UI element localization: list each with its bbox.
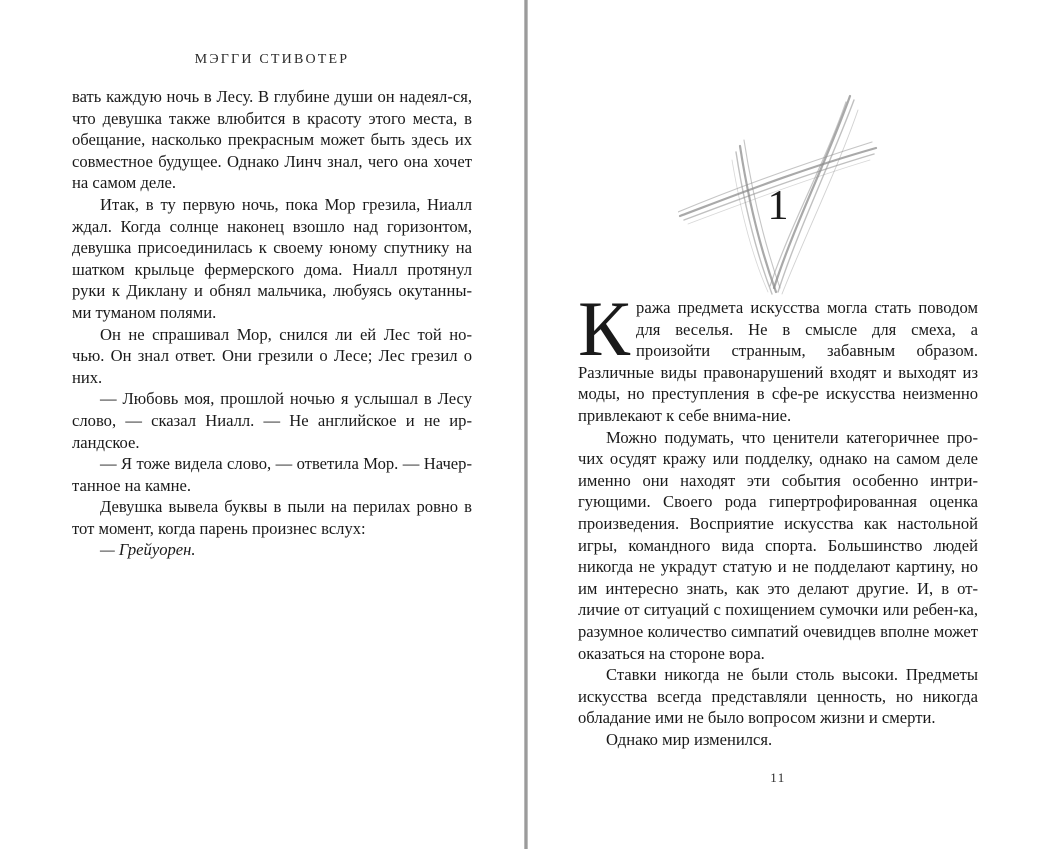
drop-cap: К: [578, 285, 631, 372]
paragraph: Он не спрашивал Мор, снился ли ей Лес той но-чью. Он знал ответ. Они грезили о Лесе; Лес грезил о них.: [72, 324, 472, 387]
chapter-number: 1: [767, 183, 789, 229]
paragraph: Девушка вывела буквы в пыли на перилах ровно в тот момент, когда парень произнес вслух:: [72, 497, 472, 538]
paragraph: Ставки никогда не были столь высоки. Предметы искусства всегда представляли ценность, но никогда обладание ими не было вопросом жизни и смерти.: [578, 665, 978, 728]
paragraph: вать каждую ночь в Лесу. В глубине души он надеял-ся, что девушка также влюбится в красоту этого места, в обещание, насколько прекрасным может быть здесь их совместное будущее. Однако Линч знал, чего она хочет на самом деле.: [72, 87, 472, 193]
paragraph: Итак, в ту первую ночь, пока Мор грезила, Ниалл ждал. Когда солнце наконец взошло над горизонтом, девушка присоединилась к своему юному спутнику на шатком крыльце фермерского дома. Ниалл протянул руки к Диклану и обнял мальчика, любуясь окутанны-ми туманом полями.: [72, 194, 472, 322]
right-text-column: [578, 285, 978, 750]
paragraph: Можно подумать, что ценители категоричнее про-чих осудят кражу или подделку, однако на самом деле именно они находят эти события особенно интри-гующими. Своего рода гипертрофированная оценка произведения. Восприятие искусства как настольной игры, командного вида спорта. Большинство людей никогда не украдут статую и не подделают картину, но им интересно знать, как это делают другие. И, в от-личие от ситуаций с похищением сумочки или ребен-ка, разумное количество симпатий очевидцев вполне может оказаться на стороне вора.: [578, 427, 978, 663]
page-number: 11: [770, 770, 786, 785]
opening-text: ража предмета искусства могла стать поводом для веселья. Не в смысле для смеха, а произойти странным, забавным образом. Различные виды правонарушений входят и выходят из моды, но преступления в сфе-ре искусства неизменно привлекают к себе внима-ние.: [578, 298, 978, 425]
running-head: МЭГГИ СТИВОТЕР: [194, 52, 350, 67]
left-text-column: [72, 86, 472, 561]
paragraph: Однако мир изменился.: [606, 729, 773, 749]
paragraph: — Я тоже видела слово, — ответила Мор. — Начер-танное на камне.: [72, 454, 472, 495]
right-page: [528, 0, 1054, 849]
paragraph: — Любовь моя, прошлой ночью я услышал в Лесу слово, — сказал Ниалл. — Не английское и не ир-ландское.: [72, 389, 472, 452]
opening-paragraph: [578, 285, 978, 427]
left-page: [0, 0, 524, 849]
paragraph-italic: — Грейуорен.: [100, 540, 196, 560]
